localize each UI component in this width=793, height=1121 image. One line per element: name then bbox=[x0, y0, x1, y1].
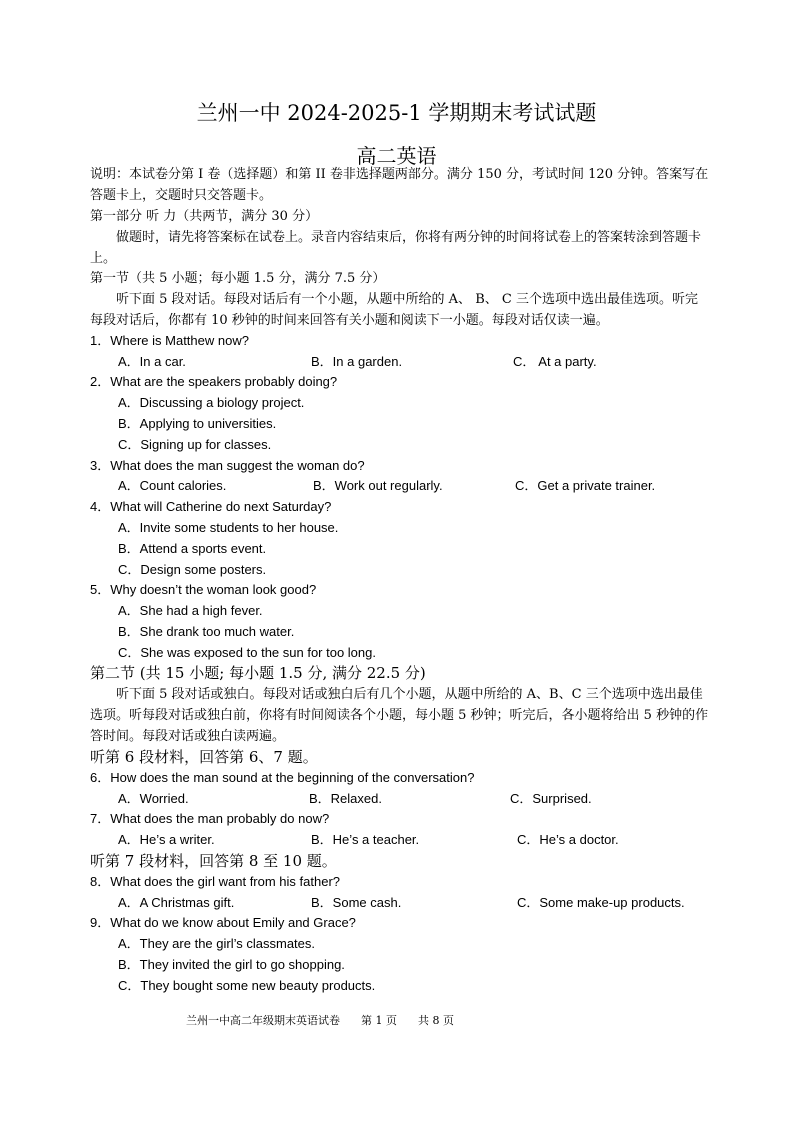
section1-text: 听下面 5 段对话。每段对话后有一个小题，从题中所给的 A、 B、 C 三个选项中选出最佳选项。听完每段对话后，你都有 10 秒钟的时间来回答有关小题和阅读下一小题。每段对话仅读一遍。 bbox=[90, 292, 698, 328]
q5-option-c: C．She was exposed to the sun for too long. bbox=[118, 645, 376, 660]
q4-option-b: B．Attend a sports event. bbox=[118, 541, 267, 556]
q2-option-a: A．Discussing a biology project. bbox=[118, 395, 305, 410]
q6-option-c: C．Surprised. bbox=[510, 791, 592, 806]
q7-option-a: A．He’s a writer. bbox=[118, 832, 215, 847]
q3-option-b: B．Work out regularly. bbox=[313, 478, 443, 493]
q9-option-b: B．They invited the girl to go shopping. bbox=[118, 957, 345, 972]
q1-option-b: B．In a garden. bbox=[311, 354, 403, 369]
q3-option-a: A．Count calories. bbox=[118, 478, 227, 493]
q5-option-b: B．She drank too much water. bbox=[118, 624, 295, 639]
q4-option-c: C．Design some posters. bbox=[118, 562, 267, 577]
q7-option-c: C．He’s a doctor. bbox=[517, 832, 619, 847]
question-6: 6．How does the man sound at the beginning of the conversation? bbox=[90, 770, 475, 785]
q8-option-a: A．A Christmas gift. bbox=[118, 895, 235, 910]
q2-option-c: C．Signing up for classes. bbox=[118, 437, 272, 452]
q2-option-b: B．Applying to universities. bbox=[118, 416, 277, 431]
page-subtitle: 高二英语 bbox=[356, 144, 437, 168]
question-3: 3．What does the man suggest the woman do? bbox=[90, 458, 365, 473]
q5-option-a: A．She had a high fever. bbox=[118, 603, 263, 618]
material-6-heading: 听第 6 段材料，回答第 6、7 题。 bbox=[90, 748, 318, 766]
q6-option-b: B．Relaxed. bbox=[309, 791, 382, 806]
section1-heading: 第一节（共 5 小题；每小题 1.5 分，满分 7.5 分） bbox=[90, 271, 386, 286]
q3-option-c: C．Get a private trainer. bbox=[515, 478, 656, 493]
page-footer bbox=[186, 1012, 454, 1028]
q1-option-c: C． At a party. bbox=[513, 354, 597, 369]
q8-option-c: C．Some make-up products. bbox=[517, 895, 685, 910]
question-1: 1．Where is Matthew now? bbox=[90, 333, 249, 348]
footer-exam-name: 兰州一中高二年级期末英语试卷 bbox=[186, 1014, 340, 1027]
question-9: 9．What do we know about Emily and Grace? bbox=[90, 915, 356, 930]
exam-note: 说明：本试卷分第 I 卷（选择题）和第 II 卷非选择题两部分。满分 150 分，考试时间 120 分钟。答案写在答题卡上，交题时只交答题卡。 bbox=[90, 167, 709, 203]
q6-option-a: A．Worried. bbox=[118, 791, 189, 806]
q4-option-a: A．Invite some students to her house. bbox=[118, 520, 339, 535]
part1-heading: 第一部分 听 力（共两节，满分 30 分） bbox=[90, 209, 319, 224]
question-5: 5．Why doesn’t the woman look good? bbox=[90, 582, 317, 597]
footer-page-number: 第 1 页 bbox=[361, 1014, 397, 1027]
section2-text: 听下面 5 段对话或独白。每段对话或独白后有几个小题，从题中所给的 A、B、C 三个选项中选出最佳选项。听每段对话或独白前，你将有时间阅读各个小题，每小题 5 秒钟；听完后，各小题将给出 5 秒钟的作答时间。每段对话或独白读两遍。 bbox=[90, 687, 709, 744]
part1-text: 做题时，请先将答案标在试卷上。录音内容结束后，你将有两分钟的时间将试卷上的答案转涂到答题卡上。 bbox=[90, 230, 702, 266]
q9-option-c: C．They bought some new beauty products. bbox=[118, 978, 376, 993]
question-4: 4．What will Catherine do next Saturday? bbox=[90, 499, 332, 514]
q8-option-b: B．Some cash. bbox=[311, 895, 402, 910]
material-7-heading: 听第 7 段材料，回答第 8 至 10 题。 bbox=[90, 852, 337, 870]
q7-option-b: B．He’s a teacher. bbox=[311, 832, 420, 847]
question-8: 8．What does the girl want from his father? bbox=[90, 874, 341, 889]
section2-heading: 第二节 (共 15 小题; 每小题 1.5 分, 满分 22.5 分) bbox=[90, 664, 426, 682]
page-title: 兰州一中 2024-2025-1 学期期末考试试题 bbox=[196, 101, 597, 125]
question-2: 2．What are the speakers probably doing? bbox=[90, 374, 338, 389]
q1-option-a: A．In a car. bbox=[118, 354, 186, 369]
question-7: 7．What does the man probably do now? bbox=[90, 811, 330, 826]
footer-total-pages: 共 8 页 bbox=[418, 1014, 454, 1027]
q9-option-a: A．They are the girl’s classmates. bbox=[118, 936, 315, 951]
